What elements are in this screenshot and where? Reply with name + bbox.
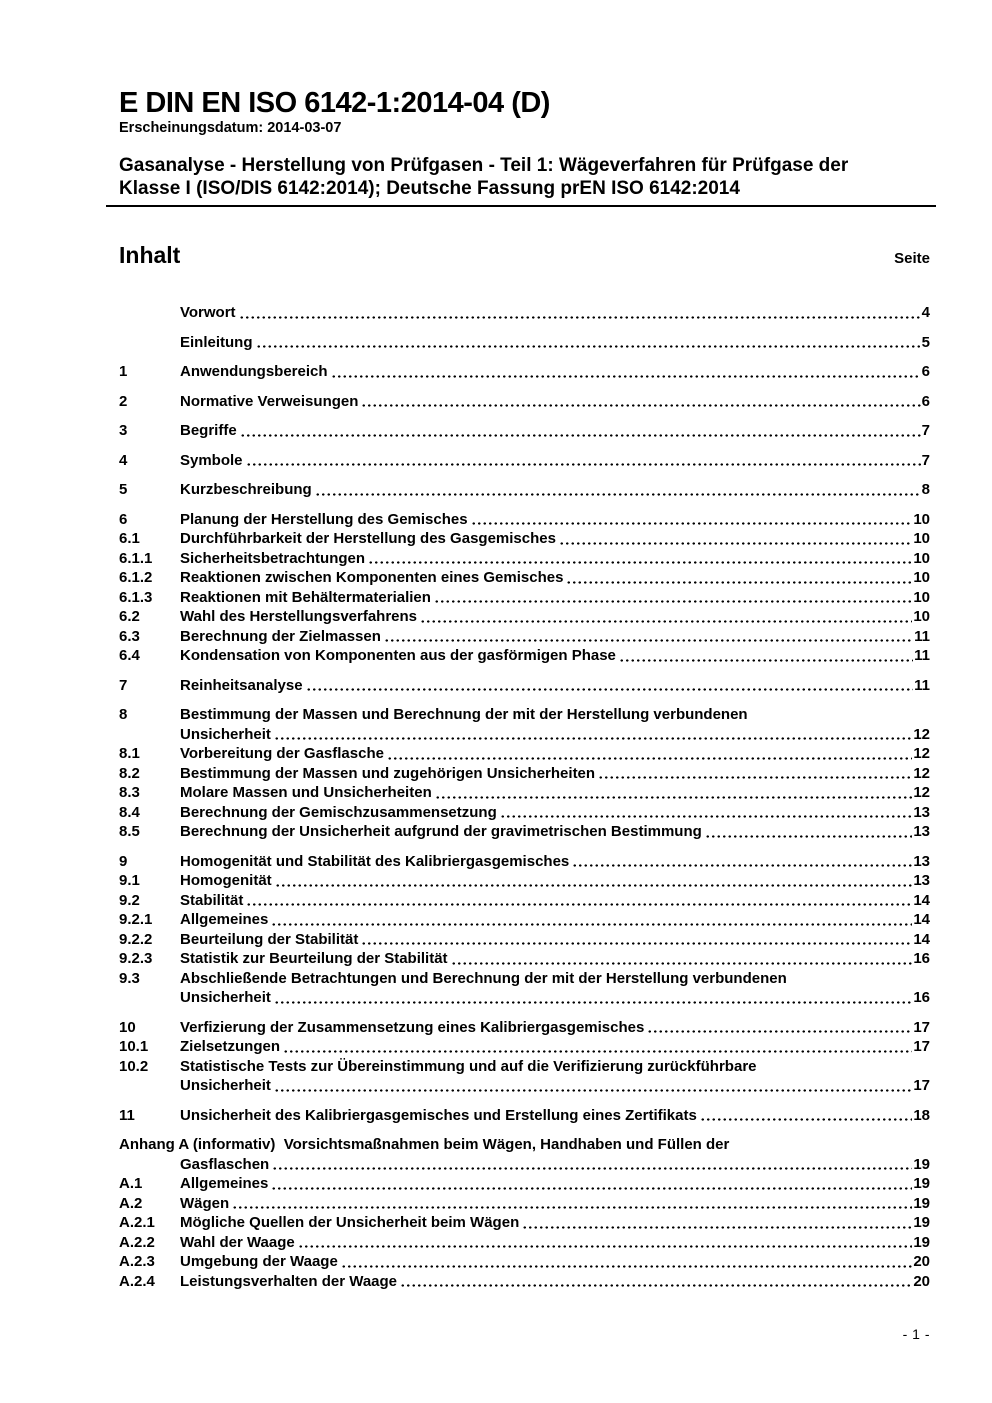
toc-entry-page: 11 [914,647,930,664]
toc-entry [119,362,930,382]
toc-entry [119,1106,930,1126]
toc-entry-leader [180,451,930,471]
dot-leader [400,1283,912,1288]
toc-entry [119,607,930,627]
toc-entry-page: 19 [913,1194,930,1212]
toc-entry [119,891,930,911]
toc-entry-leader [180,744,930,764]
toc-entry-page: 10 [913,549,930,567]
toc-entry-number: 6 [119,510,128,528]
toc-entry-number [119,333,180,353]
toc-entry-number: A.2.4 [119,1272,155,1290]
toc-entry-page: 19 [913,1233,930,1251]
toc-entry-title: Beurteilung der Stabilität [180,930,359,948]
toc-entry-page: 16 [913,989,930,1006]
document-title-line1: Gasanalyse - Herstellung von Prüfgasen - Teil 1: Wägeverfahren für Prüfgase der [119,155,849,176]
toc-entry-number: 9.2 [119,891,140,909]
toc-entry-number: A.2.3 [119,1253,155,1270]
toc-entry-page: 19 [913,1155,930,1173]
toc-entry [119,1037,930,1057]
toc-entry [119,646,930,666]
toc-header [119,242,930,269]
toc-entry-leader [180,822,930,842]
toc-entry-title: Begriffe [180,422,237,439]
toc-entry-leader [180,303,930,323]
dot-leader [341,1264,913,1269]
toc-entry-number: A.2 [119,1194,143,1212]
toc-entry [119,910,930,930]
toc-entry [119,803,930,823]
toc-entry-title: Bestimmung der Massen und Berechnung der mit der Herstellung verbundenen [180,706,748,723]
dot-leader [471,521,913,526]
toc-entry [119,930,930,950]
toc-entry-number: 8.2 [119,764,140,782]
toc-entry-leader [180,421,930,441]
toc-entry-page: 14 [913,891,930,909]
toc-entry-page: 11 [914,676,930,694]
toc-entry [119,333,930,353]
toc-entry-leader [180,852,930,872]
toc-entry [119,1135,930,1174]
toc-entry-page: 13 [913,852,930,870]
toc-entry-title: Statistische Tests zur Übereinstimmung und auf die Verifizierung zurückführbare [180,1057,757,1075]
dot-leader [275,883,913,888]
dot-leader [240,433,921,438]
document-title [119,155,949,200]
toc-entry-page: 19 [913,1214,930,1231]
toc-entry-page: 11 [914,627,930,645]
toc-entry [119,568,930,588]
dot-leader [271,922,912,927]
toc-entry-leader [180,988,930,1008]
toc-entry [119,969,930,1008]
toc-entry-title: Kurzbeschreibung [180,481,312,498]
dot-leader [368,560,912,565]
toc-entry-title: Berechnung der Zielmassen [180,627,381,645]
toc-entry-title: Wahl der Waage [180,1233,295,1251]
toc-entry-title: Mögliche Quellen der Unsicherheit beim Wägen [180,1214,520,1231]
toc-entry-title: Verfizierung der Zusammensetzung eines Kalibriergasgemisches [180,1018,645,1036]
page-number-footer: - 1 - [902,1326,930,1342]
toc-entry-leader [180,803,930,823]
toc-entry-number: 9.2.3 [119,950,153,967]
toc-entry [119,1018,930,1038]
toc-entry-page: 13 [913,872,930,889]
toc-entry-leader [180,949,930,969]
toc-entry-title: Unsicherheit [180,1077,271,1094]
toc-entry [119,1057,930,1096]
dot-leader [274,736,912,741]
toc-entry-number [119,725,180,745]
toc-entry-leader [180,1213,930,1233]
toc-entry-number: 8.5 [119,823,140,840]
toc-entry-leader [180,1018,930,1038]
toc-entry-leader [180,333,930,353]
toc-entry-number: 6.4 [119,647,140,664]
toc-entry-title: Berechnung der Unsicherheit aufgrund der gravimetrischen Bestimmung [180,823,702,840]
dot-leader [331,374,921,379]
toc-entry-title: Allgemeines [180,1175,269,1192]
toc-entry [119,1174,930,1194]
toc-entry-page: 18 [913,1106,930,1124]
toc-entry-title: Einleitung [180,333,253,351]
toc-entry [119,392,930,412]
dot-leader [598,775,912,780]
toc-entry-number: 9.1 [119,872,140,889]
toc-entry-title: Anhang A (informativ) Vorsichtsmaßnahmen beim Wägen, Handhaben und Füllen der [119,1136,730,1153]
toc-entry-title: Reaktionen mit Behältermaterialien [180,588,431,606]
toc-entry-title: Homogenität [180,872,272,889]
toc-entry-number: 9.2.1 [119,911,153,928]
toc-entry-leader [180,764,930,784]
toc-entry-title: Homogenität und Stabilität des Kalibriergasgemisches [180,852,570,870]
dot-leader [566,580,912,585]
toc-entry-title: Molare Massen und Unsicherheiten [180,784,432,801]
toc-entry-page: 14 [913,930,930,948]
toc-entry [119,1213,930,1233]
toc-entry-number: 1 [119,363,128,380]
toc-entry-title: Reaktionen zwischen Komponenten eines Gemisches [180,569,564,586]
toc-entry-title: Stabilität [180,891,244,909]
toc-entry-leader [180,1272,930,1292]
dot-leader [387,756,912,761]
toc-entry-page: 12 [913,745,930,762]
toc-entry-number: 8 [119,706,128,723]
toc-entry-title: Unsicherheit [180,725,271,743]
toc-entry-title: Unsicherheit [180,989,271,1006]
toc-entry-leader [180,646,930,666]
toc-entry-number: 11 [119,1106,135,1124]
toc-entries [119,293,930,1291]
title-divider [106,205,936,207]
toc-entry [119,783,930,803]
toc-entry [119,744,930,764]
toc-entry-number: 6.2 [119,608,140,625]
toc-entry [119,1272,930,1292]
toc-entry [119,871,930,891]
toc-entry-number: 8.3 [119,784,140,801]
toc-entry-title: Allgemeines [180,911,269,928]
toc-entry-page: 6 [921,363,930,380]
document-number: E DIN EN ISO 6142-1:2014-04 (D) [119,87,550,119]
toc-entry-page: 19 [913,1175,930,1192]
toc-entry-title: Bestimmung der Massen und zugehörigen Unsicherheiten [180,764,596,782]
dot-leader [619,658,913,663]
toc-entry-leader [180,1174,930,1194]
toc-entry-leader [180,910,930,930]
toc-entry-leader [180,362,930,382]
toc-entry-page: 12 [913,725,930,743]
toc-entry-number: A.2.1 [119,1214,155,1231]
toc-entry-title: Abschließende Betrachtungen und Berechnung der mit der Herstellung verbundenen [180,969,787,987]
toc-entry-title: Umgebung der Waage [180,1253,338,1270]
toc-entry-title: Kondensation von Komponenten aus der gasförmigen Phase [180,647,616,664]
toc-entry-title: Unsicherheit des Kalibriergasgemisches und Erstellung eines Zertifikats [180,1106,697,1124]
toc-entry-leader [180,725,930,745]
toc-entry-title: Symbole [180,451,243,469]
toc-entry-number: 10.2 [119,1057,149,1075]
toc-entry-number [119,1155,180,1175]
toc-entry-page: 8 [921,481,930,498]
publication-date: Erscheinungsdatum: 2014-03-07 [119,120,342,136]
toc-entry-page: 12 [913,784,930,801]
toc-entry-number: 2 [119,392,128,410]
dot-leader [315,492,921,497]
toc-entry-leader [180,529,930,549]
toc-entry-title: Planung der Herstellung des Gemisches [180,510,468,528]
toc-entry-leader [180,1233,930,1253]
toc-entry-number: 6.1.1 [119,549,153,567]
dot-leader [256,344,921,349]
toc-heading: Inhalt [119,242,181,268]
toc-entry-number: A.2.2 [119,1233,155,1251]
toc-entry-number: 9.2.2 [119,930,153,948]
toc-entry-page: 12 [913,764,930,782]
toc-entry-page: 5 [921,333,930,351]
toc-entry-title: Durchführbarkeit der Herstellung des Gasgemisches [180,530,556,547]
dot-leader [271,1186,912,1191]
toc-entry-title: Normative Verweisungen [180,392,359,410]
toc-entry-page: 6 [921,392,930,410]
toc-entry [119,1233,930,1253]
toc-entry [119,510,930,530]
toc-entry [119,549,930,569]
toc-entry-number: 6.1 [119,530,140,547]
toc-entry-leader [180,1252,930,1272]
dot-leader [239,315,921,320]
toc-entry-title: Zielsetzungen [180,1038,281,1055]
dot-leader [274,1000,912,1005]
toc-entry-title: Vorwort [180,304,236,321]
toc-entry [119,676,930,696]
toc-entry-title: Reinheitsanalyse [180,676,303,694]
dot-leader [283,1049,912,1054]
dot-leader [274,1088,912,1093]
toc-entry-number: 4 [119,451,128,469]
dot-leader [246,902,912,907]
toc-entry [119,588,930,608]
toc-entry [119,451,930,471]
dot-leader [435,795,913,800]
toc-entry-page: 10 [913,510,930,528]
toc-entry-leader [180,568,930,588]
toc-entry-leader [180,392,930,412]
dot-leader [361,941,912,946]
toc-entry-leader [180,1194,930,1214]
document-title-line2: Klasse I (ISO/DIS 6142:2014); Deutsche Fassung prEN ISO 6142:2014 [119,177,740,199]
toc-entry-page: 17 [913,1018,930,1036]
dot-leader [500,814,913,819]
toc-entry-title: Leistungsverhalten der Waage [180,1272,398,1290]
toc-entry-number: 10 [119,1018,136,1036]
dot-leader [232,1205,912,1210]
toc-entry-page: 20 [913,1272,930,1290]
toc-entry-title: Wahl des Herstellungsverfahrens [180,608,418,625]
toc-entry-page: 10 [913,608,930,625]
toc-entry [119,1252,930,1272]
toc-entry-page: 16 [913,950,930,967]
toc-entry-page: 7 [921,451,930,469]
toc-entry-title: Sicherheitsbetrachtungen [180,549,366,567]
dot-leader [647,1029,912,1034]
toc-entry-leader [180,783,930,803]
toc-entry-number: 6.1.3 [119,588,153,606]
toc-entry-leader [180,930,930,950]
toc-entry-page: 17 [913,1038,930,1055]
dot-leader [272,1166,912,1171]
toc-entry-number: 9 [119,852,128,870]
toc-entry-leader [180,549,930,569]
toc-entry [119,705,930,744]
toc-entry-title: Berechnung der Gemischzusammensetzung [180,803,497,821]
dot-leader [572,863,912,868]
toc-entry-leader [180,871,930,891]
toc-entry [119,822,930,842]
toc-entry-leader [180,627,930,647]
toc-entry-page: 20 [913,1253,930,1270]
toc-entry-number [119,303,180,323]
toc-entry-number: 8.4 [119,803,140,821]
toc-entry-title: Vorbereitung der Gasflasche [180,745,384,762]
toc-entry-number: 5 [119,481,128,498]
toc-entry-leader [180,1037,930,1057]
dot-leader [451,961,913,966]
toc-page-column-label: Seite [894,250,930,267]
toc-entry [119,480,930,500]
toc-entry-number [119,1076,180,1096]
toc-entry-leader [180,1106,930,1126]
toc-entry-leader [180,480,930,500]
dot-leader [700,1117,912,1122]
toc-entry [119,949,930,969]
dot-leader [434,599,912,604]
toc-entry-number: 7 [119,676,128,694]
dot-leader [361,403,920,408]
dot-leader [522,1225,912,1230]
toc-entry-leader [180,1076,930,1096]
toc-entry-number: 10.1 [119,1038,149,1055]
dot-leader [306,687,914,692]
toc-entry-title: Anwendungsbereich [180,363,328,380]
toc-entry-page: 7 [921,422,930,439]
toc-entry-leader [180,676,930,696]
toc-entry-leader [180,510,930,530]
toc-entry-page: 17 [913,1077,930,1094]
toc-entry [119,421,930,441]
dot-leader [298,1244,913,1249]
toc-entry-page: 10 [913,588,930,606]
toc-entry [119,852,930,872]
toc-entry-title: Gasflaschen [180,1155,270,1173]
toc-entry-page: 13 [913,823,930,840]
toc-entry [119,1194,930,1214]
dot-leader [420,619,912,624]
toc-entry-number: 8.1 [119,745,140,762]
toc-entry-page: 4 [921,304,930,321]
toc-entry-number: 3 [119,422,128,439]
toc-entry-number: 6.1.2 [119,569,153,586]
toc-entry-page: 13 [913,803,930,821]
toc-entry-leader [180,607,930,627]
dot-leader [705,834,913,839]
toc-entry [119,303,930,323]
dot-leader [559,541,912,546]
toc-entry-page: 14 [913,911,930,928]
toc-entry [119,627,930,647]
toc-entry-number: 9.3 [119,969,140,987]
toc-entry-leader [180,1155,930,1175]
toc-entry-number [119,988,180,1008]
toc-entry-title: Statistik zur Beurteilung der Stabilität [180,950,448,967]
toc-entry-leader [180,891,930,911]
toc-entry-number: A.1 [119,1175,143,1192]
dot-leader [384,638,913,643]
toc-entry-page: 10 [913,530,930,547]
toc-entry [119,529,930,549]
toc-entry-title: Wägen [180,1194,230,1212]
toc-entry-number: 6.3 [119,627,140,645]
toc-entry-page: 10 [913,569,930,586]
toc-entry-leader [180,588,930,608]
toc-entry [119,764,930,784]
dot-leader [246,462,921,467]
